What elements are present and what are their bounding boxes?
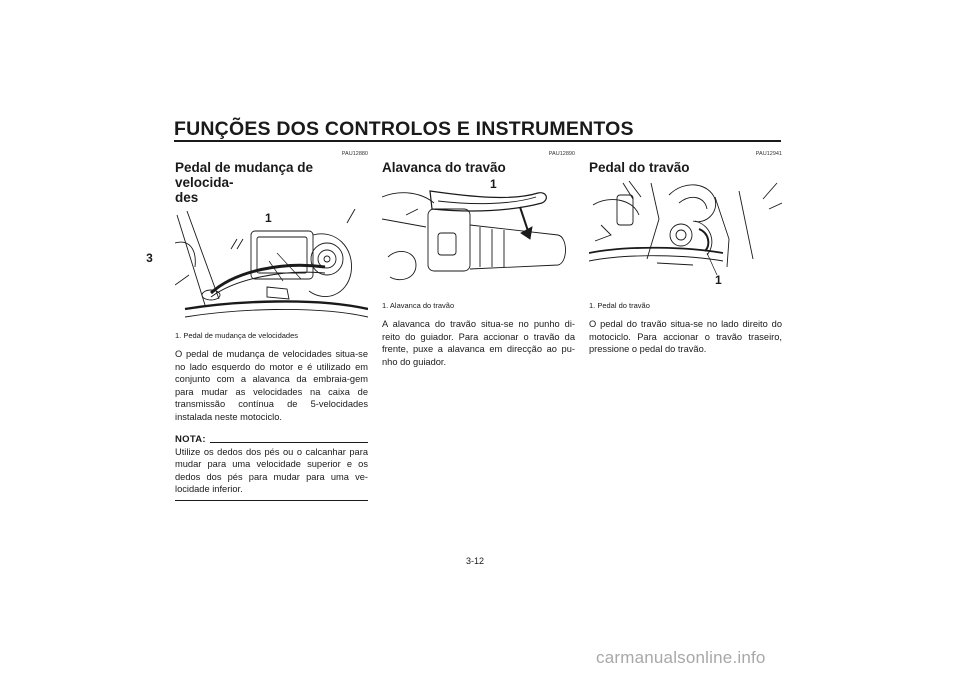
reference-code: PAU12880 [341,151,368,157]
note-block [175,434,368,501]
figure-callout: 1 [490,177,497,191]
section-brake-pedal [589,150,782,356]
page-header: FUNÇÕES DOS CONTROLOS E INSTRUMENTOS [174,118,634,140]
header-rule [174,140,781,142]
note-divider [210,442,368,443]
note-label: NOTA: [175,433,206,445]
figure-caption: 1. Pedal de mudança de velocidades [175,331,299,340]
figure-callout: 1 [715,273,722,287]
figure-caption: 1. Pedal do travão [589,301,650,310]
section-title: Pedal do travão [589,160,690,175]
note-text: Utilize os dedos dos pés ou o calcanhar para mudar para uma velocidade superior e os dedos dos pés para mudar para uma ve-locidade inferior. [175,446,368,495]
section-body: O pedal de mudança de velocidades situa-se no lado esquerdo do motor e é utilizado em conjunto com a alavanca da embraia-gem para mudar as velocidades na caixa de transmissão contínua de 5-velocidades instalada neste motociclo. [175,349,368,422]
brake-lever-illustration [382,179,575,299]
brake-pedal-illustration [589,179,782,299]
section-title: Alavanca do travão [382,160,506,175]
section-body: A alavanca do travão situa-se no punho di-reito do guiador. Para accionar o travão da frente, puxe a alavanca em direcção ao pu-nho do guiador. [382,319,575,367]
reference-code: PAU12890 [548,151,575,157]
section-shift-pedal [175,150,368,501]
figure-caption: 1. Alavanca do travão [382,301,455,310]
page-number: 3-12 [466,556,485,566]
section-title: Pedal de mudança de velocida- des [175,160,314,205]
watermark[interactable]: carmanualsonline.info [596,648,766,667]
reference-code: PAU12941 [755,151,782,157]
chapter-tab[interactable]: 3 [140,247,159,269]
section-body: O pedal do travão situa-se no lado direito do motociclo. Para accionar o travão traseiro, pressione o pedal do travão. [589,319,782,355]
figure-callout: 1 [265,211,272,225]
section-brake-lever [382,150,575,368]
note-end-rule [175,500,368,501]
shift-pedal-illustration [175,209,368,329]
